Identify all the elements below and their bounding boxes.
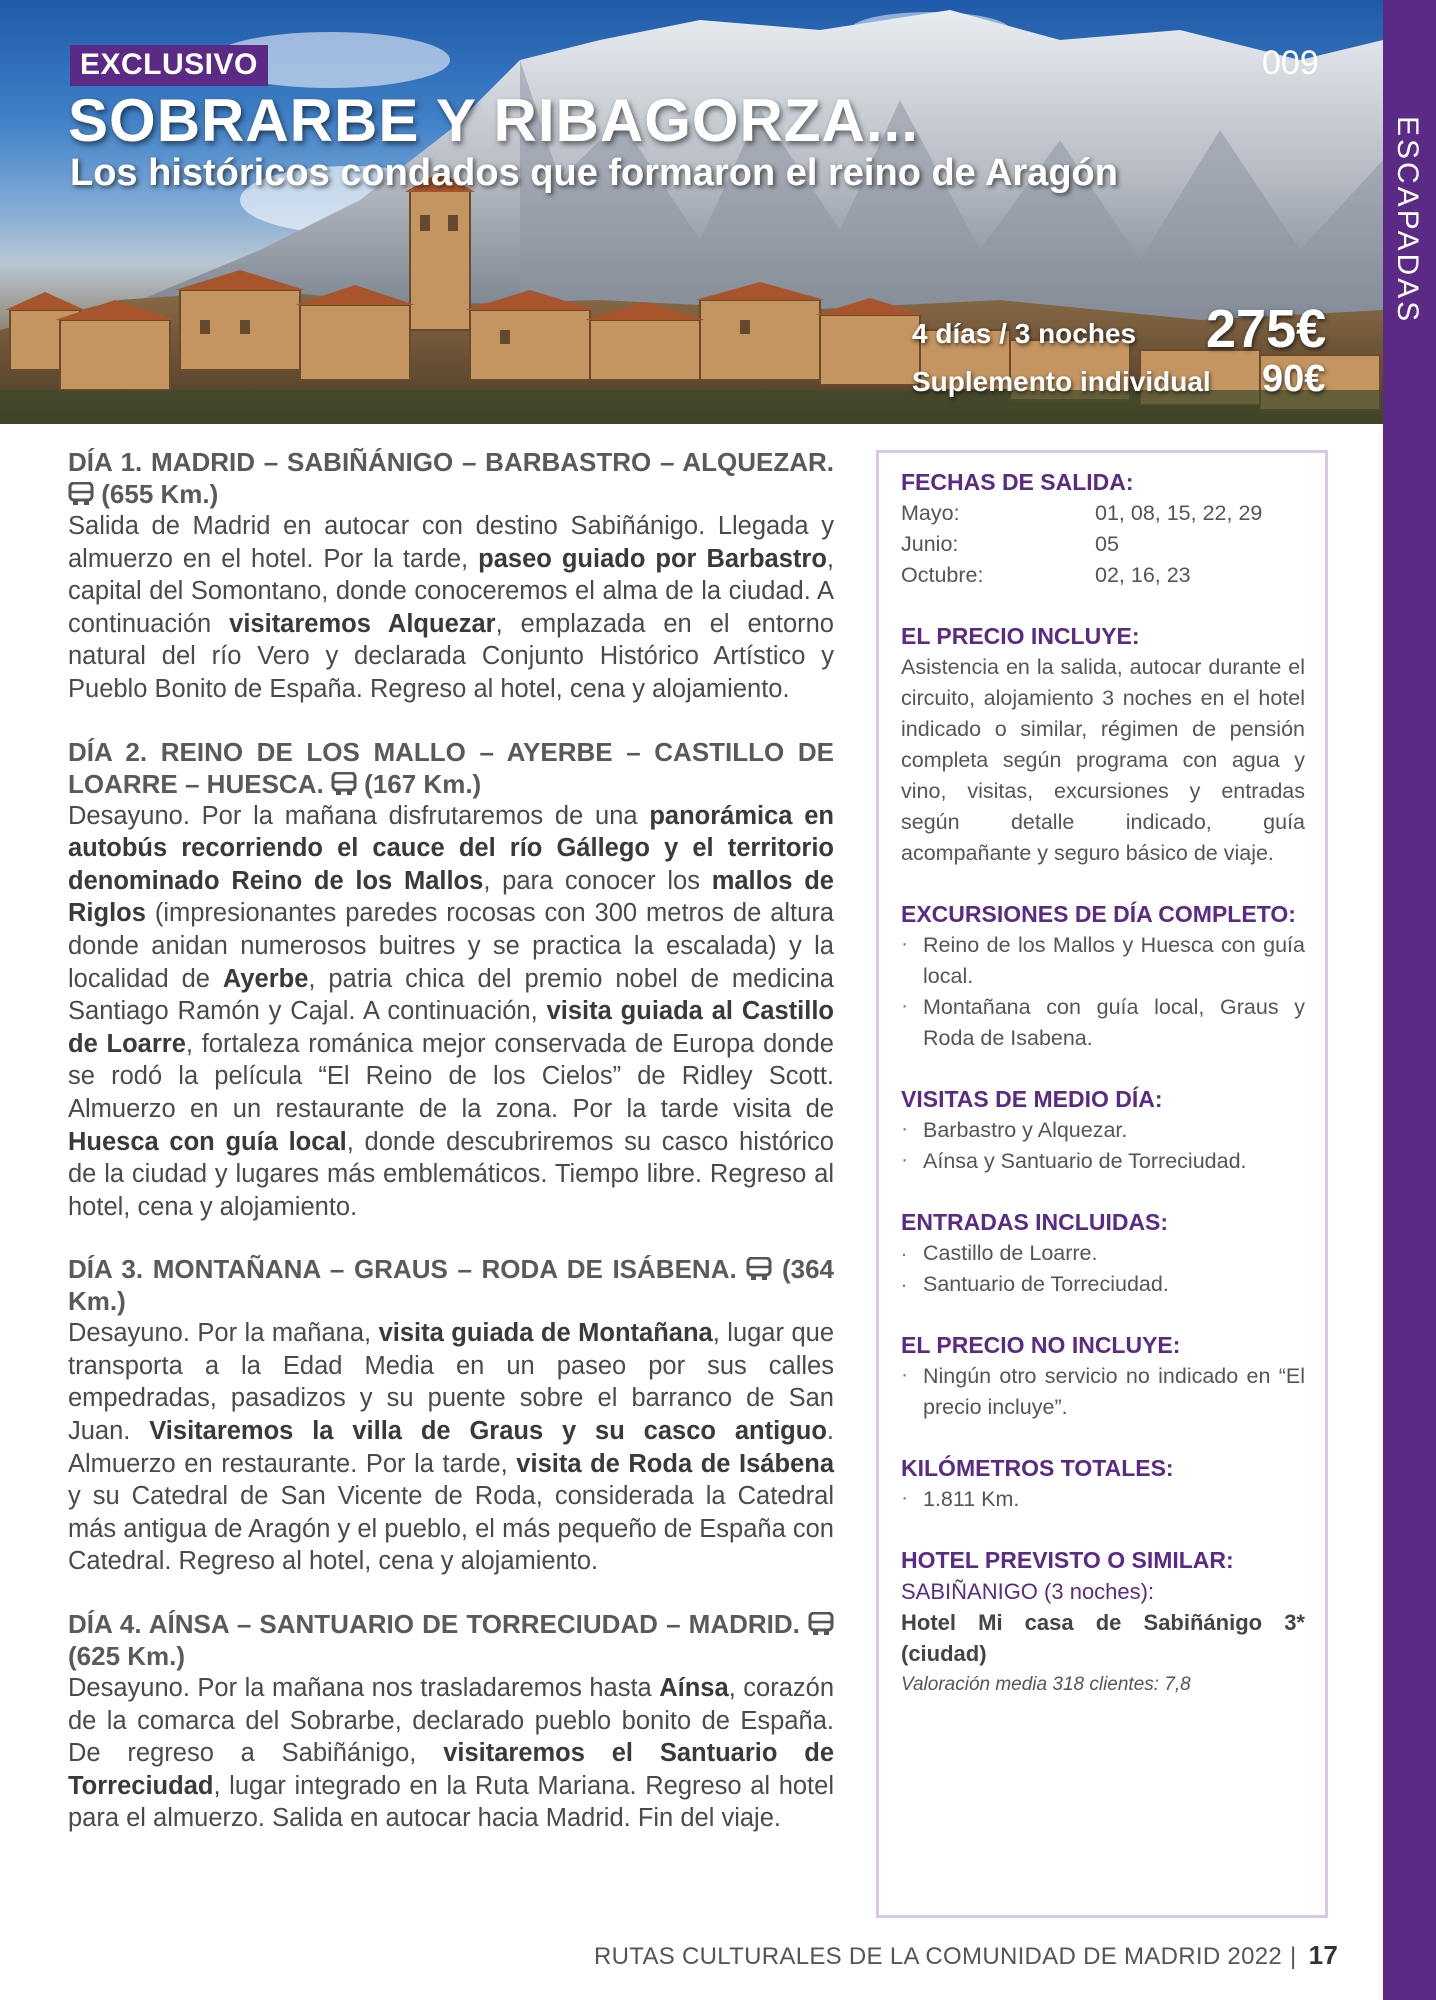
price-includes (901, 621, 1305, 869)
list-item: · Aínsa y Santuario de Torreciudad. (901, 1146, 1305, 1177)
hero-banner (0, 0, 1383, 424)
text: , donde descubriremos su casco histórico de la ciudad y lugares más emblemáticos. Tiempo libre. Regreso al hotel, cena y alojamiento. (68, 1127, 834, 1221)
publication-title: RUTAS CULTURALES DE LA COMUNIDAD DE MADRID 2022 (594, 1943, 1283, 1970)
day-2 (68, 736, 834, 1224)
excludes-list (901, 1361, 1305, 1423)
text: Salida de Madrid en autocar con destino Sabiñánigo. Llegada y almuerzo en el hotel. Por la tarde, (68, 512, 834, 573)
day-title (68, 1253, 834, 1317)
price-value: 275€ (1206, 299, 1327, 359)
section-heading: VISITAS DE MEDIO DÍA: (901, 1086, 1163, 1112)
section-heading: HOTEL PREVISTO O SIMILAR: (901, 1547, 1234, 1573)
trip-code: 009 (1262, 44, 1319, 82)
text: , capital del Somontano, donde conoceremos el alma de la ciudad. A continuación (68, 544, 835, 638)
section-heading: KILÓMETROS TOTALES: (901, 1455, 1174, 1481)
hotel-name: Hotel Mi casa de Sabiñánigo 3* (ciudad) (901, 1610, 1305, 1666)
date-row (901, 560, 1305, 591)
text: , corazón de la comarca del Sobrarbe, declarado pueblo bonito de España. De regreso a Sabiñánigo, (68, 1674, 835, 1768)
day-3 (68, 1253, 834, 1578)
half-day-visits (901, 1084, 1305, 1177)
highlight: visitaremos el Santuario de Torreciudad (68, 1739, 834, 1800)
day-route: DÍA 4. AÍNSA – SANTUARIO DE TORRECIUDAD – MADRID. (68, 1609, 800, 1640)
visits-list (901, 1115, 1305, 1177)
bus-icon (808, 1612, 834, 1636)
includes-text: Asistencia en la salida, autocar durante el circuito, alojamiento 3 noches en el hotel indicado o similar, régimen de pensión completa según programa con agua y vino, visitas, excursiones y entradas según detalle indicado, guía acompañante y seguro básico de viaje. (901, 655, 1305, 865)
itinerary (68, 446, 834, 1865)
departure-dates (901, 467, 1305, 591)
highlight: panorámica en autobús recorriendo el cauce del río Gállego y el territorio denominado Reino de los Mallos (68, 801, 835, 895)
list-item: · Ningún otro servicio no indicado en “El precio incluye”. (901, 1361, 1305, 1423)
day-description (68, 510, 834, 706)
hotel-city: SABIÑANIGO (3 noches): (901, 1579, 1155, 1604)
list-item: . Castillo de Loarre. (901, 1238, 1305, 1269)
text: Desayuno. Por la mañana disfrutaremos de una (68, 801, 650, 830)
date-row (901, 529, 1305, 560)
text: , lugar que transporta a la Edad Media en un paseo por sus calles empedradas, pasadizos y su puente sobre el barranco de San Juan. (68, 1319, 834, 1446)
highlight: visitaremos Alquezar (229, 609, 496, 638)
list-item: · Barbastro y Alquezar. (901, 1115, 1305, 1146)
text: Desayuno. Por la mañana, (68, 1319, 379, 1348)
bus-icon (68, 482, 94, 506)
date-month: Octubre: (901, 563, 984, 587)
date-days: 05 (1095, 532, 1119, 556)
list-item: . Santuario de Torreciudad. (901, 1269, 1305, 1300)
included-tickets (901, 1207, 1305, 1300)
list-item: · Reino de los Mallos y Huesca con guía local. (901, 930, 1305, 992)
day-distance: (364 Km.) (68, 1254, 834, 1317)
hotel-info (901, 1545, 1305, 1700)
highlight: paseo guiado por Barbastro (478, 544, 827, 573)
list-item: · 1.811 Km. (901, 1484, 1305, 1515)
date-days: 01, 08, 15, 22, 29 (1095, 501, 1263, 525)
date-row (901, 498, 1305, 529)
bus-icon (746, 1257, 772, 1281)
section-heading: ENTRADAS INCLUIDAS: (901, 1209, 1169, 1235)
highlight: visita guiada de Montañana (378, 1319, 713, 1348)
highlight: Aínsa (659, 1674, 729, 1703)
highlight: Visitaremos la villa de Graus y su casco antiguo (149, 1417, 827, 1446)
highlight: visita de Roda de Isábena (516, 1449, 835, 1478)
price-excludes (901, 1330, 1305, 1423)
list-item: · Montañana con guía local, Graus y Roda de Isabena. (901, 992, 1305, 1054)
supplement-label: Suplemento individual (912, 366, 1211, 397)
page-number: 17 (1308, 1940, 1339, 1970)
text: . Almuerzo en restaurante. Por la tarde, (68, 1417, 835, 1478)
section-heading: EL PRECIO NO INCLUYE: (901, 1332, 1181, 1358)
full-day-excursions (901, 899, 1305, 1054)
highlight: visita guiada al Castillo de Loarre (68, 997, 834, 1058)
section-heading: FECHAS DE SALIDA: (901, 469, 1134, 495)
day-description (68, 1672, 834, 1835)
page-subtitle: Los históricos condados que formaron el reino de Aragón (70, 152, 1118, 194)
page-title: SOBRARBE Y RIBAGORZA... (68, 87, 919, 154)
day-distance: (625 Km.) (68, 1641, 186, 1672)
day-route: DÍA 1. MADRID – SABIÑÁNIGO – BARBASTRO – ALQUEZAR. (68, 447, 834, 477)
info-sidebar (876, 450, 1328, 1918)
separator: | (1290, 1943, 1297, 1970)
day-description (68, 1317, 834, 1578)
day-route: DÍA 3. MONTAÑANA – GRAUS – RODA DE ISÁBENA. (68, 1254, 737, 1285)
day-title (68, 736, 834, 800)
bus-icon (331, 772, 357, 796)
page-footer (594, 1940, 1338, 1971)
highlight: Huesca con guía local (68, 1127, 347, 1156)
highlight: mallos de Riglos (68, 866, 834, 928)
total-kilometers (901, 1453, 1305, 1515)
duration-label: 4 días / 3 noches (912, 318, 1137, 349)
text: Desayuno. Por la mañana nos trasladaremos hasta (68, 1674, 660, 1703)
excursion-list (901, 930, 1305, 1054)
day-route: DÍA 2. REINO DE LOS MALLO – AYERBE – CASTILLO DE LOARRE – HUESCA. (68, 736, 834, 799)
highlight: Ayerbe (222, 964, 309, 993)
text: , emplazada en el entorno natural del río Vero y declarada Conjunto Histórico Artístico y Pueblo Bonito de España. Regreso al hotel, cena y alojamiento. (68, 609, 834, 703)
day-distance: (167 Km.) (364, 768, 482, 799)
day-1 (68, 446, 834, 706)
date-days: 02, 16, 23 (1095, 563, 1191, 587)
text: , para conocer los (483, 866, 712, 895)
supplement-price: 90€ (1262, 358, 1326, 400)
text: y su Catedral de San Vicente de Roda, considerada la Catedral más antigua de Aragón y el pueblo, el más pequeño de España con Catedral. Regreso al hotel, cena y alojamiento. (68, 1482, 834, 1576)
day-description (68, 800, 834, 1224)
hotel-rating: Valoración media 318 clientes: 7,8 (901, 1674, 1191, 1695)
text: , fortaleza románica mejor conservada de Europa donde se rodó la película “El Reino de los Cielos” de Ridley Scott. Almuerzo en un restaurante de la zona. Por la tarde visita de (68, 1029, 834, 1123)
text: (impresionantes paredes rocosas con 300 metros de altura donde anidan numerosos buitres y se practica la escalada) y la localidad de (68, 899, 834, 993)
day-distance: (655 Km.) (101, 479, 219, 509)
date-month: Mayo: (901, 501, 960, 525)
day-4 (68, 1608, 834, 1835)
section-heading: EL PRECIO INCLUYE: (901, 623, 1140, 649)
text: , lugar integrado en la Ruta Mariana. Regreso al hotel para el almuerzo. Salida en autocar hacia Madrid. Fin del viaje. (68, 1771, 834, 1833)
text: , patria chica del premio nobel de medicina Santiago Ramón y Cajal. A continuación, (68, 964, 834, 1026)
day-title (68, 1608, 834, 1672)
date-month: Junio: (901, 532, 959, 556)
day-title (68, 446, 834, 510)
tickets-list (901, 1238, 1305, 1300)
section-label: ESCAPADAS (1391, 116, 1424, 325)
km-list (901, 1484, 1305, 1515)
exclusive-badge: EXCLUSIVO (70, 45, 268, 86)
section-heading: EXCURSIONES DE DÍA COMPLETO: (901, 901, 1296, 927)
